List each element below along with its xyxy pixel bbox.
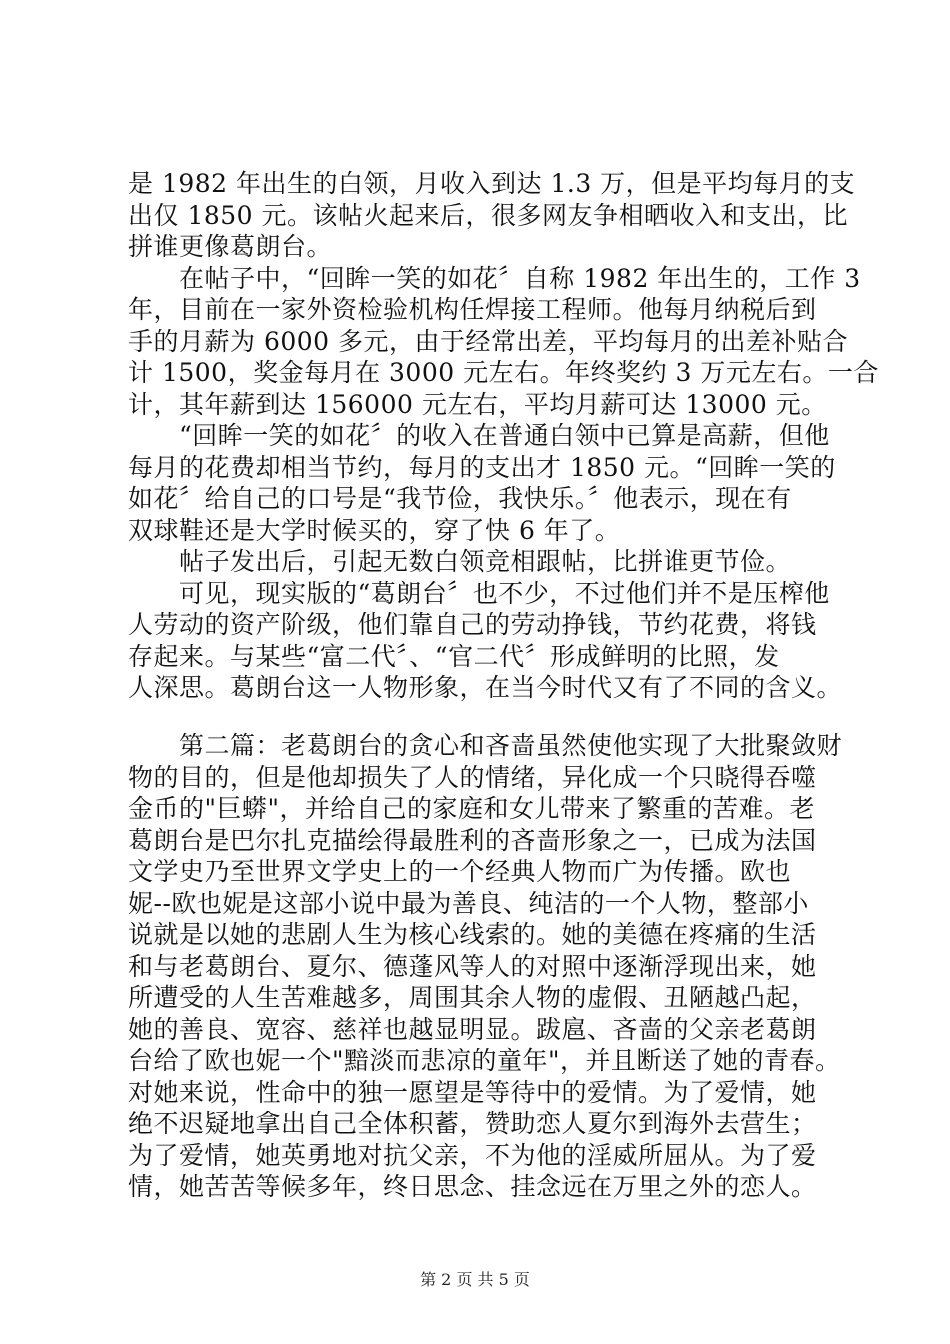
text-line: 为了爱情，她英勇地对抗父亲，不为他的淫威所屈从。为了爱: [128, 1140, 817, 1170]
text-line: 计，其年薪到达 156000 元左右，平均月薪可达 13000 元。: [128, 389, 827, 419]
text-line: 是 1982 年出生的白领，月收入到达 1.3 万，但是平均每月的支: [128, 169, 856, 198]
text-line: 手的月薪为 6000 多元，由于经常出差，平均每月的出差补贴合: [128, 326, 849, 356]
text-line: 年，目前在一家外资检验机构任焊接工程师。他每月纳税后到: [128, 295, 817, 324]
text-line: 人深思。葛朗台这一人物形象，在当今时代又有了不同的含义。: [128, 673, 843, 702]
text-line: 第二篇：老葛朗台的贪心和吝啬虽然使他实现了大批聚敛财: [128, 731, 843, 760]
text-line: 双球鞋还是大学时候买的，穿了快 6 年了。: [128, 515, 621, 545]
paragraph: [128, 168, 856, 263]
text-line: 台给了欧也妮一个"黯淡而悲凉的童年"，并且断送了她的青春。: [128, 1046, 841, 1075]
text-line: 金币的"巨蟒"，并给自己的家庭和女儿带来了繁重的苦难。老: [128, 794, 816, 823]
text-line: 妮--欧也妮是这部小说中最为善良、纯洁的一个人物，整部小: [128, 888, 809, 918]
text-line: 对她来说，性命中的独一愿望是等待中的爱情。为了爱情，她: [128, 1077, 817, 1107]
article-section-two: [128, 730, 843, 1203]
text-line: 存起来。与某些“富二代〞、“官二代〞形成鲜明的比照，发: [128, 641, 780, 671]
text-line: 拼谁更像葛朗台。: [128, 232, 333, 261]
text-line: 和与老葛朗台、夏尔、德蓬风等人的对照中逐渐浮现出来，她: [128, 951, 817, 981]
text-line: 所遭受的人生苦难越多，周围其余人物的虚假、丑陋越凸起，: [128, 983, 817, 1012]
text-line: 绝不迟疑地拿出自己全体积蓄，赞助恋人夏尔到海外去营生；: [128, 1109, 817, 1138]
text-line: 说就是以她的悲剧人生为核心线索的。她的美德在疼痛的生活: [128, 920, 817, 949]
text-line: 在帖子中，“回眸一笑的如花〞自称 1982 年出生的，工作 3: [128, 263, 861, 293]
text-line: 如花〞给自己的口号是“我节俭，我快乐。〞他表示，现在有: [128, 484, 792, 513]
paragraph: [128, 420, 834, 546]
text-line: 她的善良、宽容、慈祥也越显明显。跋扈、吝啬的父亲老葛朗: [128, 1014, 817, 1044]
paragraph: [128, 578, 843, 704]
paragraph: [128, 546, 834, 578]
text-line: 出仅 1850 元。该帖火起来后，很多网友争相晒收入和支出，比: [128, 200, 849, 230]
text-line: 情，她苦苦等候多年，终日思念、挂念远在万里之外的恋人。: [128, 1172, 817, 1201]
text-line: 可见，现实版的“葛朗台〞也不少，不过他们并不是压榨他: [128, 578, 830, 608]
text-line: 物的目的，但是他却损失了人的情绪，异化成一个只晓得吞噬: [128, 762, 817, 792]
text-line: 帖子发出后，引起无数白领竞相跟帖，比拼谁更节俭。: [128, 547, 792, 576]
paragraph: [128, 263, 879, 421]
text-line: 人劳动的资产阶级，他们靠自己的劳动挣钱，节约花费，将钱: [128, 610, 817, 639]
text-line: 葛朗台是巴尔扎克描绘得最胜利的吝啬形象之一，已成为法国: [128, 825, 817, 855]
text-line: 每月的花费却相当节约，每月的支出才 1850 元。“回眸一笑的: [128, 452, 836, 482]
text-line: 计 1500，奖金每月在 3000 元左右。年终奖约 3 万元左右。一合: [128, 358, 879, 387]
text-line: 文学史乃至世界文学史上的一个经典人物而广为传播。欧也: [128, 857, 792, 886]
article-section-one: [128, 168, 879, 704]
paragraph: [128, 730, 843, 1203]
page-number-footer: 第 2 页 共 5 页: [420, 1270, 530, 1289]
text-line: “回眸一笑的如花〞的收入在普通白领中已算是高薪，但他: [128, 421, 830, 450]
